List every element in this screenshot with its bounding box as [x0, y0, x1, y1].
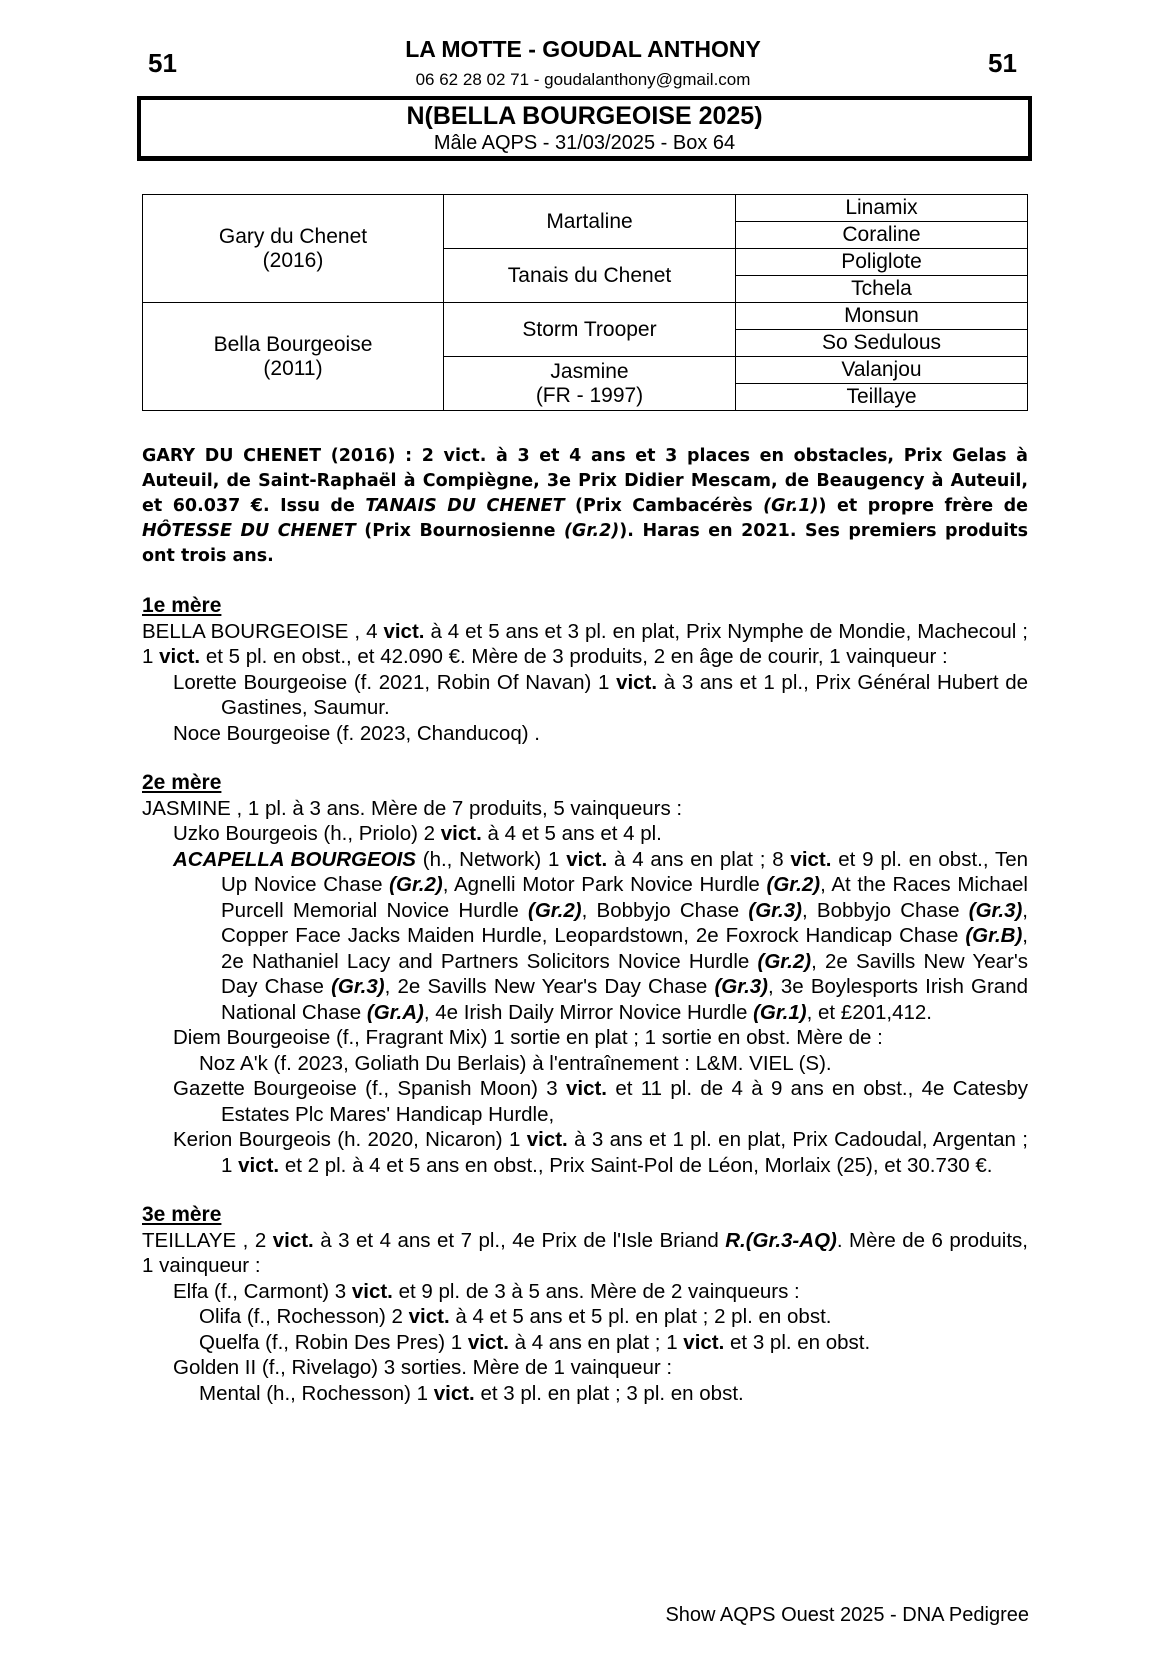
second-dam-heading: 2e mère [142, 771, 222, 794]
produce-entry: Noce Bourgeoise (f. 2023, Chanducoq) . [173, 721, 540, 745]
pedigree-gen3: Coraline [736, 222, 1028, 249]
second-dam-section [142, 770, 1028, 1178]
horse-title-box [137, 96, 1032, 161]
pedigree-gen3: Poliglote [736, 249, 1028, 276]
pedigree-gen3: Monsun [736, 303, 1028, 330]
produce-entry: Elfa (f., Carmont) 3 vict. et 9 pl. de 3 à 5 ans. Mère de 2 vainqueurs : [173, 1279, 800, 1303]
lot-number-right: 51 [988, 48, 1017, 78]
pedigree-gen3: Valanjou [736, 357, 1028, 384]
grand-produce-entry: Quelfa (f., Robin Des Pres) 1 vict. à 4 ans en plat ; 1 vict. et 3 pl. en obst. [199, 1330, 871, 1354]
pedigree-sire-sire: Martaline [444, 195, 736, 249]
grand-produce-entry: Noz A'k (f. 2023, Goliath Du Berlais) à l'entraînement : L&M. VIEL (S). [199, 1051, 832, 1075]
breeder-contact: 06 62 28 02 71 - goudalanthony@gmail.com [415, 70, 751, 89]
third-dam-section [142, 1202, 1028, 1406]
produce-entry: ACAPELLA BOURGEOIS (h., Network) 1 vict. à 4 ans en plat ; 8 vict. et 9 pl. en obst., Ten Up Novice Chase (Gr.2), Agnelli Motor Park Novice Hurdle (Gr.2), At the Races Michael Purcell Memorial Novice Hurdle (Gr.2), Bobbyjo Chase (Gr.3), Bobbyjo Chase (Gr.3), Copper Face Jacks Maiden Hurdle, Leopardstown, 2e Foxrock Handicap Chase (Gr.B), 2e Nathaniel Lacy and Partners Solicitors Novice Hurdle (Gr.2), 2e Savills New Year's Day Chase (Gr.3), 2e Savills New Year's Day Chase (Gr.3), 3e Boylesports Irish Grand National Chase (Gr.A), 4e Irish Daily Mirror Novice Hurdle (Gr.1), et £201,412. [173, 847, 1029, 1024]
produce-entry: Uzko Bourgeois (h., Priolo) 2 vict. à 4 et 5 ans et 4 pl. [173, 822, 662, 845]
pedigree-sire-dam: Tanais du Chenet [444, 249, 736, 303]
first-dam-description: BELLA BOURGEOISE , 4 vict. à 4 et 5 ans et 3 pl. en plat, Prix Nymphe de Mondie, Machecoul ; 1 vict. et 5 pl. en obst., et 42.090 €. Mère de 3 produits, 2 en âge de courir, 1 vainqueur : [142, 619, 1029, 668]
horse-name: N(BELLA BOURGEOISE 2025) [406, 102, 763, 130]
produce-entry: Gazette Bourgeoise (f., Spanish Moon) 3 vict. et 11 pl. de 4 à 9 ans en obst., 4e Catesby Estates Plc Mares' Handicap Hurdle, [173, 1077, 1028, 1126]
pedigree-table [142, 194, 1028, 411]
produce-entry: Diem Bourgeoise (f., Fragrant Mix) 1 sortie en plat ; 1 sortie en obst. Mère de : [173, 1026, 883, 1049]
produce-entry: Lorette Bourgeoise (f. 2021, Robin Of Navan) 1 vict. à 3 ans et 1 pl., Prix Général Hubert de Gastines, Saumur. [173, 670, 1028, 719]
pedigree-sire: Gary du Chenet (2016) [143, 195, 444, 303]
pedigree-gen3: Linamix [736, 195, 1028, 222]
sire-paragraph: GARY DU CHENET (2016) : 2 vict. à 3 et 4 ans et 3 places en obstacles, Prix Gelas à Auteuil, de Saint-Raphaël à Compiègne, 3e Prix Didier Mescam, de Beaugency à Auteuil, et 60.037 €. Issu de TANAIS DU CHENET (Prix Cambacérès (Gr.1)) et propre frère de HÔTESSE DU CHENET (Prix Bournosienne (Gr.2)). Haras en 2021. Ses premiers produits ont trois ans. [142, 446, 1028, 566]
third-dam-description: TEILLAYE , 2 vict. à 3 et 4 ans et 7 pl., 4e Prix de l'Isle Briand R.(Gr.3-AQ). Mère de 6 produits, 1 vainqueur : [142, 1228, 1028, 1277]
pedigree-gen3: Teillaye [736, 384, 1028, 411]
first-dam-section [142, 593, 1028, 746]
lot-number-left: 51 [148, 48, 177, 78]
second-dam-description: JASMINE , 1 pl. à 3 ans. Mère de 7 produits, 5 vainqueurs : [142, 796, 683, 820]
produce-entry: Golden II (f., Rivelago) 3 sorties. Mère de 1 vainqueur : [173, 1356, 673, 1379]
produce-entry: Kerion Bourgeois (h. 2020, Nicaron) 1 vict. à 3 ans et 1 pl. en plat, Prix Cadoudal, Argentan ; 1 vict. et 2 pl. à 4 et 5 ans en obst., Prix Saint-Pol de Léon, Morlaix (25), et 30.730 €. [173, 1128, 1028, 1177]
third-dam-heading: 3e mère [142, 1203, 222, 1226]
grand-produce-entry: Mental (h., Rochesson) 1 vict. et 3 pl. en plat ; 3 pl. en obst. [199, 1381, 744, 1405]
pedigree-gen3: Tchela [736, 276, 1028, 303]
grand-produce-entry: Olifa (f., Rochesson) 2 vict. à 4 et 5 ans et 5 pl. en plat ; 2 pl. en obst. [199, 1305, 832, 1328]
breeder-name: LA MOTTE - GOUDAL ANTHONY [405, 36, 761, 62]
pedigree-dam-dam: Jasmine (FR - 1997) [444, 357, 736, 411]
pedigree-notes [142, 444, 1028, 1406]
pedigree-gen3: So Sedulous [736, 330, 1028, 357]
first-dam-heading: 1e mère [142, 594, 222, 617]
pedigree-dam-sire: Storm Trooper [444, 303, 736, 357]
pedigree-dam: Bella Bourgeoise (2011) [143, 303, 444, 411]
horse-info: Mâle AQPS - 31/03/2025 - Box 64 [433, 132, 736, 154]
page-footer: Show AQPS Ouest 2025 - DNA Pedigree [665, 1604, 1029, 1626]
